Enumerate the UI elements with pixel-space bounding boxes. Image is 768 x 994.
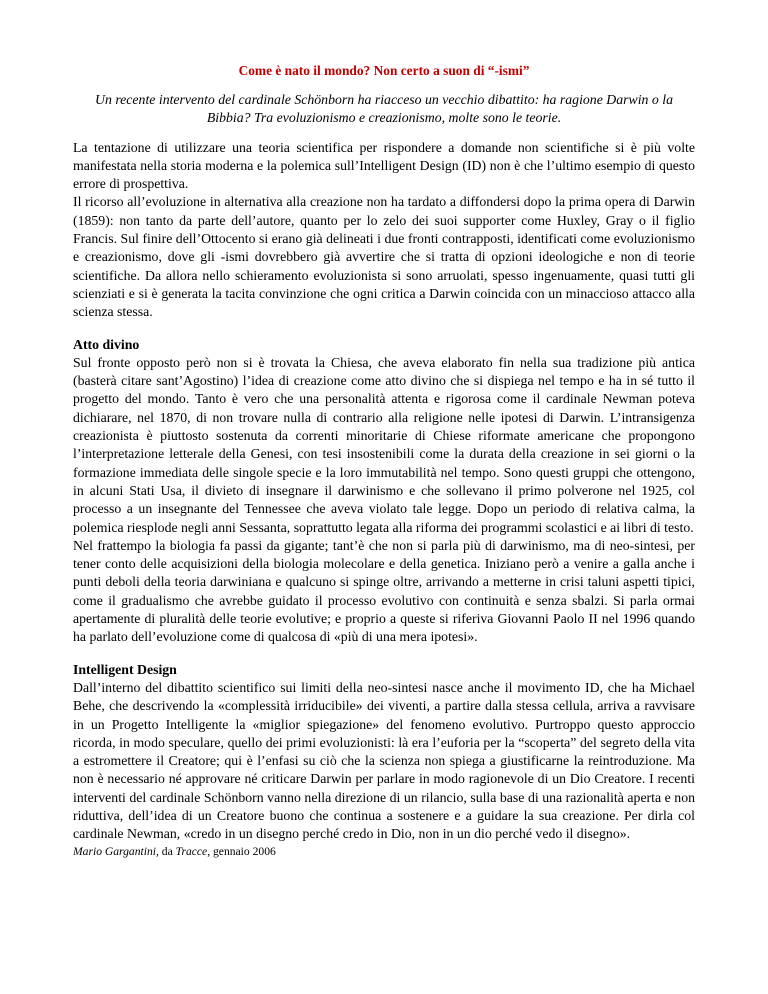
intro-paragraph-1: La tentazione di utilizzare una teoria scientifica per rispondere a domande non scientifiche si è più volte manifestata nella storia moderna e la polemica sull’Intelligent Design (ID) non è che l’ultimo esempio di questo errore di prospettiva. [73,139,695,192]
signature-date: , gennaio 2006 [207,844,276,858]
section-heading-intelligent-design: Intelligent Design [73,661,177,677]
section-heading-atto-divino: Atto divino [73,336,140,352]
signature-source: Tracce [175,844,208,858]
article-signature [73,844,695,859]
article [73,62,695,859]
section2-paragraph-1: Dall’interno del dibattito scientifico sui limiti della neo-sintesi nasce anche il movimento ID, che ha Michael Behe, che descrivendo la «complessità irriducibile» dei viventi, a partire dalla stessa cellula, arriva a ravvisare in un Progetto Intelligente la «miglior spiegazione» del fenomeno evolutivo. Purtroppo questo approccio ricorda, in modo speculare, quello dei primi evoluzionisti: là era l’euforia per la “scoperta” del segreto della vita a estromettere il Creatore; qui è l’enfasi su ciò che la scienza non spiega a giustificarne la reintroduzione. Ma non è necessario né approvare né criticare Darwin per parlare in modo ragionevole di un Dio Creatore. I recenti interventi del cardinale Schönborn vanno nella direzione di un rilancio, sulla base di una razionalità aperta e non riduttiva, dell’idea di un Creatore buono che continua a sostenere e a guidare la sua creazione. Per dirla col cardinale Newman, «credo in un disegno perché credo in Dio, non in un dio perché vedo il disegno». [73,679,695,842]
article-title: Come è nato il mondo? Non certo a suon di “-ismi” [238,63,530,78]
article-subtitle: Un recente intervento del cardinale Schönborn ha riacceso un vecchio dibattito: ha ragione Darwin o la Bibbia? Tra evoluzionismo e creazionismo, molte sono le teorie. [95,92,673,126]
section1-paragraph-2: Nel frattempo la biologia fa passi da gigante; tant’è che non si parla più di darwinismo, ma di neo-sintesi, per tener conto delle acquisizioni della biologia molecolare e della genetica. Iniziano però a venire a galla anche i punti deboli della teoria darwiniana e qualcuno si spinge oltre, arrivando a metterne in crisi taluni aspetti tipici, come il gradualismo che avrebbe guidato il processo evolutivo con continuità e senza sbalzi. Si parla ormai apertamente di pluralità delle teorie evolutive; e proprio a queste si riferiva Giovanni Paolo II nel 1996 quando ha parlato dell’evoluzione come di qualcosa di «più di una mera ipotesi». [73,537,695,645]
section1-paragraph-1: Sul fronte opposto però non si è trovata la Chiesa, che aveva elaborato fin nella sua tradizione più antica (basterà citare sant’Agostino) l’idea di creazione come atto divino che si dispiega nel tempo e ha in sé tutto il progetto del mondo. Tanto è vero che una personalità attenta e rigorosa come il cardinale Newman poteva dichiarare, nel 1870, di non trovare nulla di contrario alla religione nelle ipotesi di Darwin. L’intransigenza creazionista è piuttosto sostenuta da correnti minoritarie di Chiese riformate americane che propongono l’interpretazione letterale della Genesi, con tesi insostenibili come la durata della creazione in sei giorni o la formazione immediata delle singole specie e la loro immutabilità nel tempo. Sono questi gruppi che ottengono, in alcuni Stati Usa, il divieto di insegnare il darwinismo e che sollevano il primo polverone nel 1925, col processo a un insegnante del Tennessee che aveva violato tale legge. Dopo un periodo di relativa calma, la polemica riesplode negli anni Sessanta, soprattutto legata alla riforma dei programmi scolastici e ai libri di testo. [73,354,695,535]
section-spacer [73,647,695,661]
section-spacer [73,322,695,336]
signature-connector: , da [156,844,176,858]
signature-author: Mario Gargantini [73,844,156,858]
intro-paragraph-2: Il ricorso all’evoluzione in alternativa alla creazione non ha tardato a diffondersi dopo la prima opera di Darwin (1859): non tanto da parte dell’autore, quanto per lo zelo dei suoi supporter come Huxley, Gray o il figlio Francis. Sul finire dell’Ottocento si erano già delineati i due fronti contrapposti, identificati come evoluzionismo e creazionismo, dove gli -ismi dovrebbero già avvertire che si tratta di opzioni ideologiche e non di teorie scientifiche. Da allora nello schieramento evoluzionista si sono arruolati, spesso ingenuamente, quasi tutti gli scienziati e si è generata la tacita convinzione che ogni critica a Darwin coincida con un minaccioso attacco alla scienza stessa. [73,194,695,320]
